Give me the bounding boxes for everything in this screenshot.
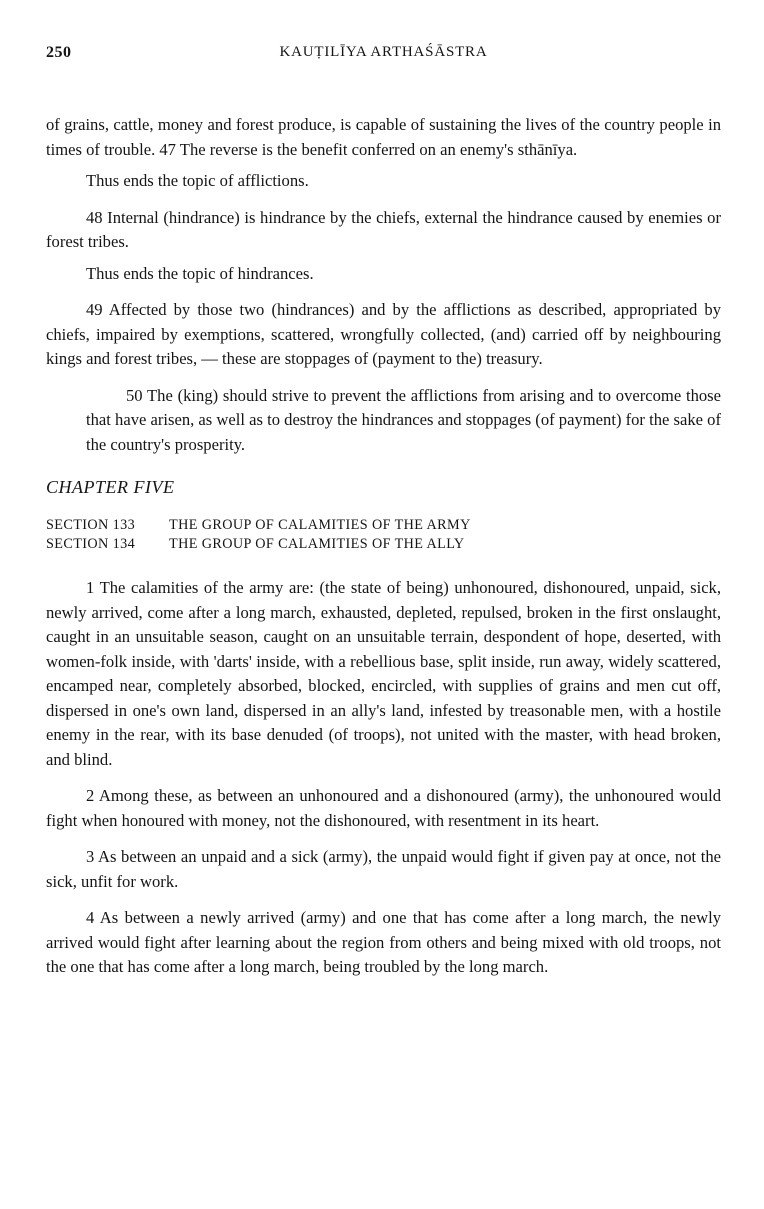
- section-title: THE GROUP OF CALAMITIES OF THE ALLY: [169, 536, 465, 552]
- paragraph-50: 50 The (king) should strive to prevent the afflictions from arising and to overcome those that have arisen, as well as to destroy the hindrances and stoppages (of payment) for the sake of the country's prosperity.: [86, 385, 721, 454]
- chapter-title: CHAPTER FIVE: [46, 477, 175, 497]
- verse-block: [46, 384, 721, 458]
- section-headings: [46, 516, 721, 554]
- section-number: SECTION 133: [46, 517, 136, 533]
- section-title: THE GROUP OF CALAMITIES OF THE ARMY: [169, 517, 471, 533]
- paragraph-continued: of grains, cattle, money and forest produce, is capable of sustaining the lives of the country people in times of trouble. 47 The reverse is the benefit conferred on an enemy's sthānīya.: [46, 115, 721, 159]
- section-number: SECTION 134: [46, 536, 136, 552]
- page-header: [46, 44, 721, 68]
- section-heading-133: [46, 516, 721, 535]
- page-body: [46, 113, 721, 980]
- paragraph-49: 49 Affected by those two (hindrances) and by the afflictions as described, appropriated by chiefs, impaired by exemptions, scattered, wrongfully collected, (and) carried off by neighbouring kings and forest tribes, — these are stoppages of (payment to the) treasury.: [46, 300, 721, 368]
- page-number: 250: [46, 44, 72, 61]
- running-head: KAUṬILĪYA ARTHAŚĀSTRA: [279, 44, 488, 60]
- topic-end-afflictions: Thus ends the topic of afflictions.: [86, 171, 309, 190]
- paragraph-3: 3 As between an unpaid and a sick (army), the unpaid would fight if given pay at once, not the sick, unfit for work.: [46, 847, 721, 891]
- paragraph-4: 4 As between a newly arrived (army) and one that has come after a long march, the newly arrived would fight after learning about the region from others and being mixed with old troops, not the one that has come after a long march, being troubled by the long march.: [46, 908, 721, 976]
- section-heading-134: [46, 535, 721, 554]
- paragraph-1: 1 The calamities of the army are: (the state of being) unhonoured, dishonoured, unpaid, sick, newly arrived, come after a long march, exhausted, depleted, repulsed, broken in the first onslaught, caught in an unsuitable season, caught on an unsuitable terrain, despondent of hope, deserted, with women-folk inside, with 'darts' inside, with a rebellious base, split inside, run away, widely scattered, encamped near, completely absorbed, blocked, encircled, with supplies of grains and men cut off, dispersed in one's own land, dispersed in an ally's land, infested by treasonable men, with a hostile enemy in the rear, with its base denuded (of troops), not united with the master, with head broken, and blind.: [46, 578, 721, 769]
- paragraph-2: 2 Among these, as between an unhonoured and a dishonoured (army), the unhonoured would fight when honoured with money, not the dishonoured, with resentment in its heart.: [46, 786, 721, 830]
- paragraph-48: 48 Internal (hindrance) is hindrance by the chiefs, external the hindrance caused by enemies or forest tribes.: [46, 207, 721, 251]
- topic-end-hindrances: Thus ends the topic of hindrances.: [86, 263, 314, 283]
